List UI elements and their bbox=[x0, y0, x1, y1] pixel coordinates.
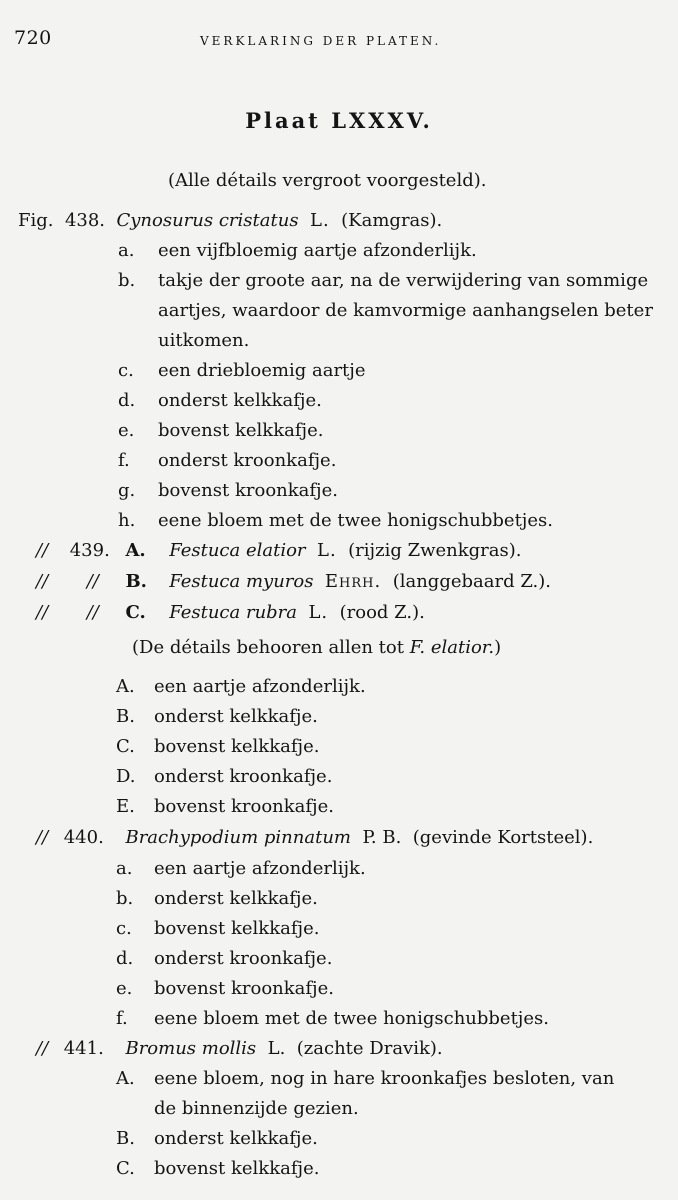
item-letter: f. bbox=[118, 450, 130, 471]
ditto-mark: // bbox=[36, 602, 49, 623]
item-text: bovenst kroonkafje. bbox=[154, 796, 334, 817]
species-name: Festuca myuros bbox=[169, 571, 314, 592]
item-letter: h. bbox=[118, 510, 136, 531]
item-text: eene bloem met de twee honigschubbetjes. bbox=[158, 510, 553, 531]
item-letter: C. bbox=[116, 736, 135, 757]
list-item bbox=[118, 330, 249, 351]
entry-letter: A. bbox=[125, 540, 146, 561]
item-text: bovenst kroonkafje. bbox=[158, 480, 338, 501]
fig-label: Fig. bbox=[18, 210, 54, 231]
species-name: Brachypodium pinnatum bbox=[125, 827, 351, 848]
item-letter: e. bbox=[116, 978, 133, 999]
item-text: een driebloemig aartje bbox=[158, 360, 366, 381]
list-item bbox=[118, 360, 366, 381]
list-item bbox=[116, 888, 318, 909]
item-letter: D. bbox=[116, 766, 136, 787]
subtitle: (Alle détails vergroot voorgesteld). bbox=[168, 170, 487, 191]
fig-number: 441. bbox=[63, 1038, 104, 1059]
list-item bbox=[118, 390, 322, 411]
list-item bbox=[116, 766, 332, 787]
item-text: een aartje afzonderlijk. bbox=[154, 858, 366, 879]
item-text: takje der groote aar, na de verwijdering van sommige bbox=[158, 270, 649, 291]
list-item bbox=[118, 450, 336, 471]
common-name: (langgebaard Z.). bbox=[392, 571, 551, 592]
list-item bbox=[116, 858, 366, 879]
fig-439-entry-a bbox=[36, 540, 521, 561]
item-letter: B. bbox=[116, 706, 135, 727]
item-text: onderst kelkkafje. bbox=[154, 706, 318, 727]
item-text: bovenst kelkkafje. bbox=[154, 918, 320, 939]
species-author: Ehrh. bbox=[324, 571, 382, 592]
ditto-mark: // bbox=[36, 1038, 49, 1059]
species-name: Festuca elatior bbox=[169, 540, 306, 561]
item-text: bovenst kelkkafje. bbox=[154, 1158, 320, 1179]
item-text: aartjes, waardoor de kamvormige aanhangselen beter bbox=[158, 300, 653, 321]
item-letter: b. bbox=[118, 270, 136, 291]
ditto-mark: // bbox=[86, 602, 99, 623]
list-item bbox=[116, 676, 366, 697]
item-text: bovenst kelkkafje. bbox=[158, 420, 324, 441]
item-letter: a. bbox=[116, 858, 133, 879]
item-letter: c. bbox=[118, 360, 134, 381]
item-text: uitkomen. bbox=[158, 330, 250, 351]
item-letter: A. bbox=[116, 1068, 135, 1089]
item-letter: e. bbox=[118, 420, 135, 441]
fig-number: 438. bbox=[64, 210, 106, 231]
species-author: L. bbox=[316, 540, 337, 561]
list-item bbox=[116, 1158, 319, 1179]
running-head: VERKLARING DER PLATEN. bbox=[200, 34, 442, 48]
item-letter: C. bbox=[116, 1158, 135, 1179]
list-item bbox=[116, 796, 334, 817]
entry-letter: B. bbox=[125, 571, 147, 592]
common-name: (zachte Dravik). bbox=[296, 1038, 443, 1059]
item-letter: E. bbox=[116, 796, 135, 817]
item-letter: a. bbox=[118, 240, 135, 261]
item-letter: d. bbox=[118, 390, 136, 411]
item-letter: g. bbox=[118, 480, 136, 501]
fig-440-heading bbox=[36, 827, 593, 848]
item-text: onderst kroonkafje. bbox=[158, 450, 337, 471]
note-text: (De détails behooren allen tot bbox=[132, 637, 404, 658]
fig-438-heading bbox=[18, 210, 442, 231]
list-item bbox=[118, 420, 323, 441]
item-text: de binnenzijde gezien. bbox=[154, 1098, 359, 1119]
item-text: bovenst kroonkafje. bbox=[154, 978, 334, 999]
fig-number: 439. bbox=[69, 540, 110, 561]
list-item bbox=[118, 270, 648, 291]
fig-441-heading bbox=[36, 1038, 443, 1059]
species-author: P. B. bbox=[362, 827, 402, 848]
item-text: een aartje afzonderlijk. bbox=[154, 676, 366, 697]
list-item bbox=[116, 1008, 549, 1029]
species-name: Cynosurus cristatus bbox=[116, 210, 299, 231]
fig-439-entry-b bbox=[36, 571, 551, 592]
page-number: 720 bbox=[14, 27, 52, 49]
item-text: onderst kelkkafje. bbox=[154, 888, 318, 909]
species-name: Bromus mollis bbox=[125, 1038, 257, 1059]
list-item bbox=[118, 480, 338, 501]
item-text: onderst kelkkafje. bbox=[158, 390, 322, 411]
item-text: eene bloem met de twee honigschubbetjes. bbox=[154, 1008, 549, 1029]
entry-letter: C. bbox=[125, 602, 146, 623]
item-text: eene bloem, nog in hare kroonkafjes besloten, van bbox=[154, 1068, 615, 1089]
list-item bbox=[118, 300, 653, 321]
species-author: L. bbox=[267, 1038, 286, 1059]
fig-439-note bbox=[132, 637, 501, 658]
item-text: onderst kroonkafje. bbox=[154, 766, 333, 787]
species-name: Festuca rubra bbox=[169, 602, 298, 623]
fig-439-entry-c bbox=[36, 602, 425, 623]
item-letter: f. bbox=[116, 1008, 128, 1029]
list-item bbox=[118, 240, 477, 261]
species-author: L. bbox=[308, 602, 329, 623]
list-item bbox=[116, 1068, 614, 1089]
common-name: (gevinde Kortsteel). bbox=[412, 827, 594, 848]
list-item bbox=[116, 1098, 359, 1119]
item-text: een vijfbloemig aartje afzonderlijk. bbox=[158, 240, 477, 261]
list-item bbox=[116, 736, 319, 757]
fig-number: 440. bbox=[63, 827, 104, 848]
list-item bbox=[116, 706, 318, 727]
ditto-mark: // bbox=[36, 540, 49, 561]
species-author: L. bbox=[310, 210, 330, 231]
item-letter: B. bbox=[116, 1128, 135, 1149]
item-text: onderst kroonkafje. bbox=[154, 948, 333, 969]
plate-title: Plaat LXXXV. bbox=[245, 108, 433, 133]
item-letter: b. bbox=[116, 888, 134, 909]
ditto-mark: // bbox=[36, 571, 49, 592]
item-text: bovenst kelkkafje. bbox=[154, 736, 320, 757]
ditto-mark: // bbox=[36, 827, 49, 848]
list-item bbox=[116, 918, 319, 939]
item-text: onderst kelkkafje. bbox=[154, 1128, 318, 1149]
common-name: (Kamgras). bbox=[341, 210, 443, 231]
list-item bbox=[118, 510, 553, 531]
note-species: F. elatior. bbox=[409, 637, 495, 658]
item-letter: d. bbox=[116, 948, 134, 969]
common-name: (rood Z.). bbox=[339, 602, 425, 623]
common-name: (rijzig Zwenkgras). bbox=[348, 540, 522, 561]
note-close: ) bbox=[494, 637, 502, 658]
list-item bbox=[116, 1128, 318, 1149]
list-item bbox=[116, 978, 334, 999]
ditto-mark: // bbox=[86, 571, 99, 592]
item-letter: c. bbox=[116, 918, 132, 939]
item-letter: A. bbox=[116, 676, 135, 697]
list-item bbox=[116, 948, 332, 969]
